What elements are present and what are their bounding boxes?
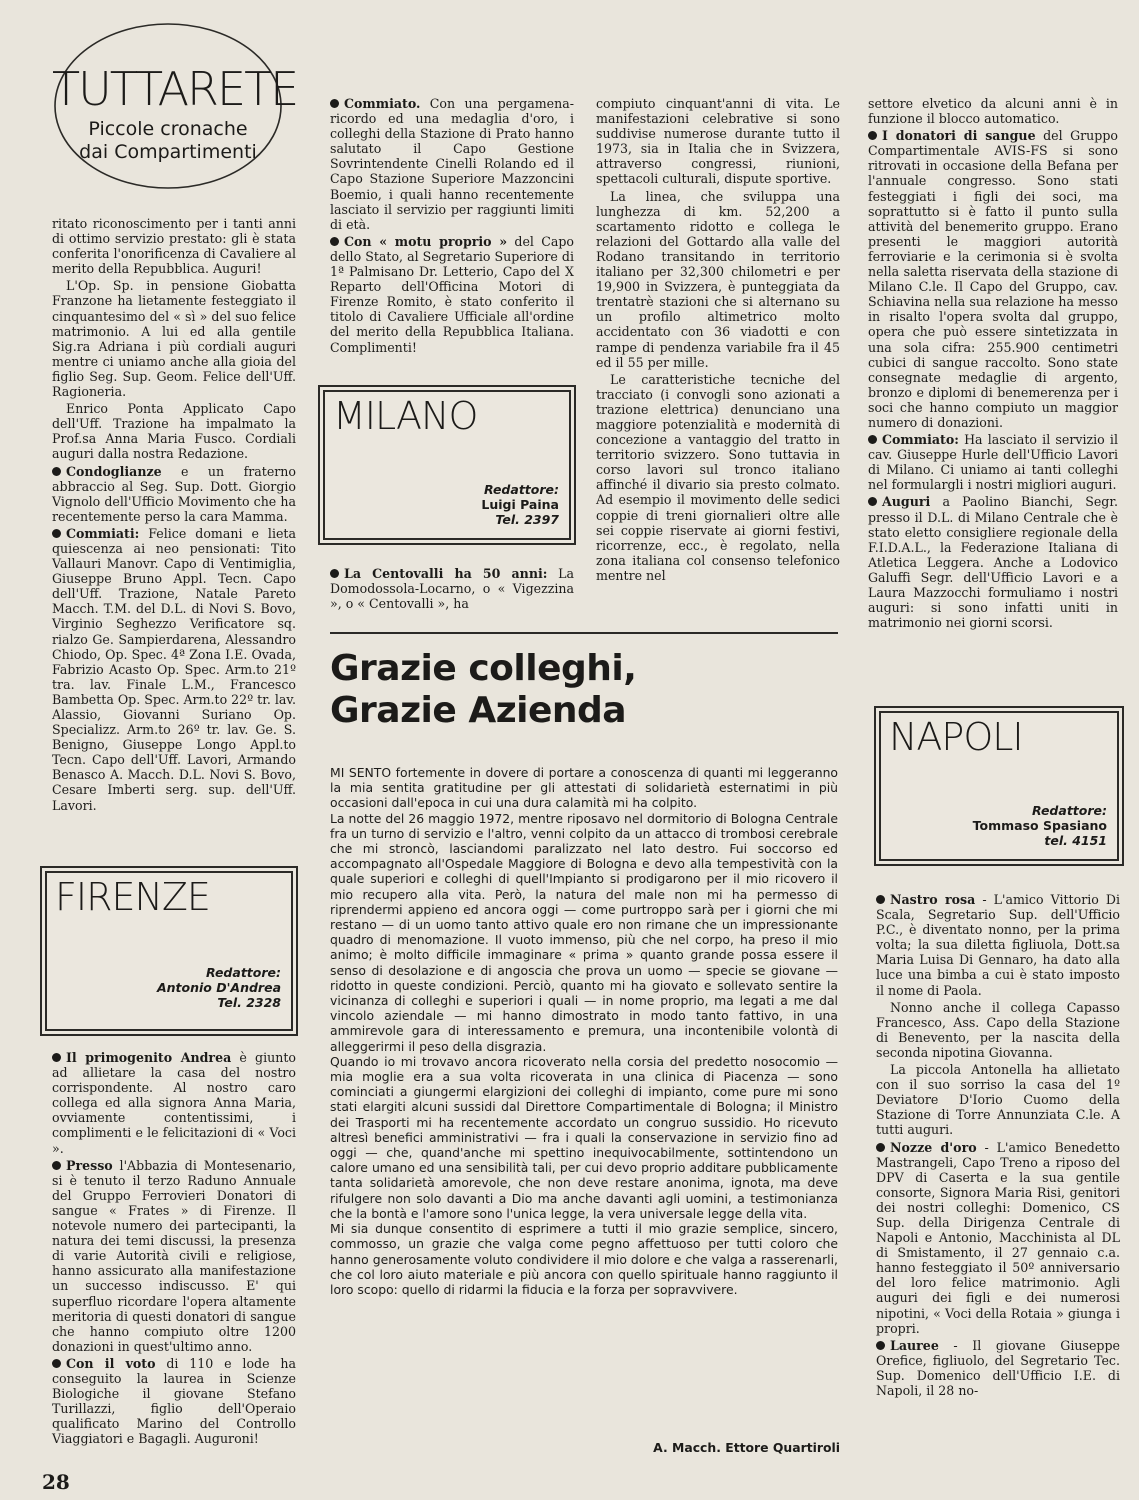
- napoli-title: NAPOLI: [889, 715, 1023, 759]
- milano-redattore: Redattore: Luigi Paina Tel. 2397: [481, 482, 559, 527]
- news-item: Condoglianze e un fraterno abbraccio al Seg. Sup. Dott. Giorgio Vignolo dell'Ufficio Movimento che ha recentemente perso la cara Mamma.: [52, 463, 296, 524]
- bullet-icon: [868, 435, 877, 444]
- paragraph: compiuto cinquant'anni di vita. Le manifestazioni celebrative si sono suddivise numerose durante tutto il 1973, sia in Italia che in Svizzera, attraverso congressi, riunioni, spettacoli culturali, dispute sportive.: [596, 96, 840, 187]
- firenze-box: [40, 866, 298, 1036]
- news-item: Commiati: Felice domani e lieta quiescenza ai neo pensionati: Tito Vallauri Manovr. Capo di Ventimiglia, Giuseppe Bruno Appl. Tecn. Capo dell'Uff. Trazione, Natale Pareto Macch. T.M. del D.L. di Novi S. Bovo, Virginio Seghezzo Verificatore sq. rialzo Ge. Sampierdarena, Alessandro Chiodo, Op. Spec. 4ª Zona I.E. Ovada, Fabrizio Acasto Op. Spec. Arm.to 21º tra. lav. Finale L.M., Francesco Bambetta Op. Spec. Arm.to 22º tr. lav. Alassio, Giovanni Suriano Op. Specializz. Arm.to 26º tr. lav. Ge. S. Benigno, Giuseppe Longo Appl.to Tecn. Capo dell'Uff. Lavori, Armando Benasco A. Macch. D.L. Novi S. Bovo, Cesare Imberti serg. sup. dell'Uff. Lavori.: [52, 525, 296, 813]
- news-item: I donatori di sangue del Gruppo Compartimentale AVIS-FS si sono ritrovati in occasione della Befana per l'annuale congresso. Sono stati festeggiati i figli dei soci, ma soprattutto si è fatto il punto sulla attività del benemerito gruppo. Erano presenti le maggiori autorità ferroviarie e la cerimonia si è svolta nella saletta riservata della stazione di Milano C.le. Il Capo del Gruppo, cav. Schiavina nella sua relazione ha messo in risalto l'opera svolta dal gruppo, opera che può essere sintetizzata in una sola cifra: 255.900 centimetri cubici di sangue raccolto. Sono state consegnate medaglie di argento, bronzo e diplomi di benemerenza per i soci che hanno compiuto un maggior numero di donazioni.: [868, 128, 1118, 430]
- section-subtitle: Piccole cronache dai Compartimenti: [79, 118, 257, 163]
- bullet-icon: [330, 237, 339, 246]
- column-1: [52, 216, 296, 815]
- paragraph: Mi sia dunque consentito di esprimere a tutti il mio grazie semplice, sincero, commosso, un grazie che valga come pegno affettuoso per tutti coloro che hanno generosamente voluto condividere il mio dolore e che valga a rasserenarli, che col loro aiuto materiale e più ancora con quello spirituale hanno raggiunto il loro scopo: quello di ridarmi la fiducia e la forza per sopravvivere.: [330, 1221, 838, 1297]
- news-item: Presso l'Abbazia di Montesenario, si è tenuto il terzo Raduno Annuale del Gruppo Ferrovieri Donatori di sangue « Frates » di Firenze. Il notevole numero dei partecipanti, la natura dei temi discussi, la presenza di varie Autorità civili e religiose, hanno assicurato alla manifestazione un successo indiscusso. E' qui superfluo ricordare l'opera altamente meritoria di questi donatori di sangue che hanno compiuto oltre 1200 donazioni in quest'ultimo anno.: [52, 1157, 296, 1354]
- bullet-icon: [330, 99, 339, 108]
- column-1-firenze: [52, 1050, 296, 1448]
- article-headline: Grazie colleghi, Grazie Azienda: [330, 648, 637, 731]
- news-item: Nozze d'oro - L'amico Benedetto Mastrangeli, Capo Treno a riposo del DPV di Caserta e la sua gentile consorte, Signora Maria Risi, genitori dei nostri colleghi: Domenico, CS Sup. della Dirigenza Centrale di Napoli e Antonio, Macchinista al DL di Smistamento, il 27 gennaio c.a. hanno festeggiato il 50º anniversario del loro felice matrimonio. Agli auguri dei figli e dei numerosi nipotini, « Voci della Rotaia » giunga i propri.: [876, 1139, 1120, 1336]
- bullet-icon: [330, 569, 339, 578]
- column-4-napoli: [876, 892, 1120, 1400]
- bullet-icon: [52, 1053, 61, 1062]
- bullet-icon: [52, 529, 61, 538]
- paragraph: La linea, che sviluppa una lunghezza di km. 52,200 a scartamento ridotto e collega le relazioni del Gottardo alla valle del Rodano transitando in territorio italiano per 32,300 chilometri e per 19,900 in Svizzera, è punteggiata da trentatrè stazioni che si alternano su un profilo altimetrico molto accidentato con 36 viadotti e con rampe di pendenza variabile fra il 45 ed il 55 per mille.: [596, 188, 840, 370]
- bullet-icon: [876, 1341, 885, 1350]
- column-2-centovalli: [330, 566, 574, 613]
- napoli-box: [874, 706, 1124, 866]
- bullet-icon: [876, 895, 885, 904]
- bullet-icon: [868, 497, 877, 506]
- paragraph: settore elvetico da alcuni anni è in funzione il blocco automatico.: [868, 96, 1118, 127]
- news-item: Lauree - Il giovane Giuseppe Orefice, figliuolo, del Segretario Tec. Sup. Domenico dell'Ufficio I.E. di Napoli, il 28 no-: [876, 1337, 1120, 1398]
- bullet-icon: [52, 467, 61, 476]
- news-item: Commiato: Ha lasciato il servizio il cav. Giuseppe Hurle dell'Ufficio Lavori di Milano. Ci uniamo ai tanti colleghi nel formulargli i nostri migliori auguri.: [868, 432, 1118, 493]
- bullet-icon: [876, 1143, 885, 1152]
- news-item: Nastro rosa - L'amico Vittorio Di Scala, Segretario Sup. dell'Ufficio P.C., è diventato nonno, per la prima volta; la sua diletta figliuola, Dott.sa Maria Luisa Di Gennaro, ha dato alla luce una bimba a cui è stato imposto il nome di Paola.: [876, 892, 1120, 998]
- paragraph: Enrico Ponta Applicato Capo dell'Uff. Trazione ha impalmato la Prof.sa Anna Maria Fusco. Cordiali auguri dalla nostra Redazione.: [52, 401, 296, 462]
- news-item: Auguri a Paolino Bianchi, Segr. presso il D.L. di Milano Centrale che è stato eletto consigliere regionale della F.I.D.A.L., la Federazione Italiana di Atletica Leggera. Anche a Lodovico Galuffi Segr. dell'Ufficio Lavori e a Laura Mazzocchi formuliamo i nostri auguri: si sono infatti uniti in matrimonio nei giorni scorsi.: [868, 494, 1118, 631]
- news-item: Con « motu proprio » del Capo dello Stato, al Segretario Superiore di 1ª Palmisano Dr. Letterio, Capo del X Reparto dell'Officina Motori di Firenze Romito, è stato conferito il titolo di Cavaliere Ufficiale all'ordine del merito della Repubblica Italiana. Complimenti!: [330, 233, 574, 355]
- bullet-icon: [52, 1161, 61, 1170]
- paragraph: Quando io mi trovavo ancora ricoverato nella corsia del predetto nosocomio — mia moglie era a sua volta ricoverata in una clinica di Piacenza — sono cominciati a giungermi elargizioni dei colleghi di impianto, come pure mi sono stati elargiti alcuni sussidi dal Direttore Compartimentale di Bologna; il Ministro dei Trasporti mi ha recentemente accordato un congruo sussidio. Ho ricevuto altresì benefici amministrativi — fra i quali la conservazione in servizio fino ad oggi — che, quand'anche mi spettino inequivocabilmente, sottintendono un calore umano ed una sensibilità tali, per cui devo proprio additare pubblicamente tanta solidarietà amorevole, che non deve restare anonima, ignota, ma deve rifulgere non solo davanti a Dio ma anche davanti agli uomini, a testimonianza che la bontà e l'amore sono l'unica legge, la vera universale legge della vita.: [330, 1053, 838, 1221]
- column-3: [596, 96, 840, 585]
- news-item: Con il voto di 110 e lode ha conseguito la laurea in Scienze Biologiche il giovane Stefano Turillazzi, figlio dell'Operaio qualificato Marino del Controllo Viaggiatori e Bagagli. Auguroni!: [52, 1355, 296, 1447]
- news-item: Commiato. Con una pergamena-ricordo ed una medaglia d'oro, i colleghi della Stazione di Prato hanno salutato il Capo Gestione Sovrintendente Cinelli Rolando ed il Capo Stazione Superiore Mazzoncini Boemio, i quali hanno recentemente lasciato il servizio per raggiunti limiti di età.: [330, 96, 574, 232]
- paragraph: La notte del 26 maggio 1972, mentre riposavo nel dormitorio di Bologna Centrale fra un turno di servizio e l'altro, venni colpito da un attacco di trombosi cerebrale che mi stroncò, lasciandomi paralizzato nel lato destro. Fui soccorso ed accompagnato all'Ospedale Maggiore di Bologna e devo alla tempestività con la quale superiori e colleghi di quell'Impianto si prodigarono per il mio ricovero il mio recupero alla vita. Però, la natura del male non mi ha permesso di riprendermi appieno ed ancora oggi — come purtroppo sarà per i giorni che mi restano — di un uomo tanto attivo quale ero non rimane che un impressionante quadro di menomazione. Il vuoto immenso, più che nel corpo, ha preso il mio animo; è molto difficile immaginare « prima » quanto grande possa essere il senso di desolazione e di angoscia che prova un uomo — specie se giovane — ridotto in queste condizioni. Perciò, quanto mi ha giovato e sollevato sentire la vicinanza di colleghi e superiori i quali — in nome proprio, ma legati a me dal vincolo aziendale — mi hanno dimostrato in modo tanto fattivo, in una ammirevole gara di interessamento e premura, una incontenibile volontà di alleggerirmi il peso della disgrazia.: [330, 810, 838, 1054]
- tuttarete-logo: [52, 20, 298, 192]
- article-body: [330, 765, 838, 1297]
- column-4: [868, 96, 1118, 632]
- paragraph: L'Op. Sp. in pensione Giobatta Franzone ha lietamente festeggiato il cinquantesimo del « sì » del suo felice matrimonio. A lui ed alla gentile Sig.ra Adriana i più cordiali auguri mentre ci uniamo anche alla gioia del figlio Seg. Sup. Geom. Felice dell'Uff. Ragioneria.: [52, 278, 296, 400]
- firenze-redattore: Redattore: Antonio D'Andrea Tel. 2328: [156, 965, 281, 1010]
- paragraph: MI SENTO fortemente in dovere di portare a conoscenza di quanti mi leggeranno la mia sentita gratitudine per gli attestati di solidarietà esternatimi in più occasioni dall'epoca in cui una dura calamità mi ha colpito.: [330, 765, 838, 811]
- paragraph: ritato riconoscimento per i tanti anni di ottimo servizio prestato: gli è stata conferita l'onorificenza di Cavaliere al merito della Repubblica. Auguri!: [52, 216, 296, 277]
- milano-box: [318, 385, 576, 545]
- firenze-title: FIRENZE: [55, 875, 210, 919]
- paragraph: Le caratteristiche tecniche del tracciato (i convogli sono azionati a trazione elettrica) denunciano una maggiore potenzialità e modernità di concezione a vantaggio del tratto in territorio svizzero. Sono tuttavia in corso lavori sul tronco italiano affinché il divario sia presto colmato. Ad esempio il movimento delle sedici coppie di treni giornalieri oltre alle sei coppie riservate ai giorni festivi, ricorrenze, ecc., è regolato, nella zona italiana col consenso telefonico mentre nel: [596, 371, 840, 583]
- bullet-icon: [52, 1359, 61, 1368]
- paragraph: Nonno anche il collega Capasso Francesco, Ass. Capo della Stazione di Benevento, per la nascita della seconda nipotina Giovanna.: [876, 999, 1120, 1060]
- napoli-redattore: Redattore: Tommaso Spasiano tel. 4151: [972, 803, 1107, 848]
- paragraph: La piccola Antonella ha allietato con il suo sorriso la casa del 1º Deviatore D'Iorio Cuomo della Stazione di Torre Annunziata C.le. A tutti auguri.: [876, 1062, 1120, 1138]
- section-title: TUTTARETE: [52, 62, 298, 116]
- article-divider: [330, 632, 838, 634]
- news-item: Il primogenito Andrea è giunto ad allietare la casa del nostro corrispondente. Al nostro caro collega ed alla signora Anna Maria, ovviamente contentissimi, i complimenti e le felicitazioni di « Voci ».: [52, 1050, 296, 1156]
- bullet-icon: [868, 131, 877, 140]
- page-number: 28: [42, 1470, 70, 1494]
- milano-title: MILANO: [333, 394, 478, 438]
- column-2: [330, 96, 574, 357]
- news-item: La Centovalli ha 50 anni: La Domodossola-Locarno, o « Vigezzina », o « Centovalli », ha: [330, 566, 574, 612]
- article-signature: A. Macch. Ettore Quartiroli: [653, 1440, 840, 1455]
